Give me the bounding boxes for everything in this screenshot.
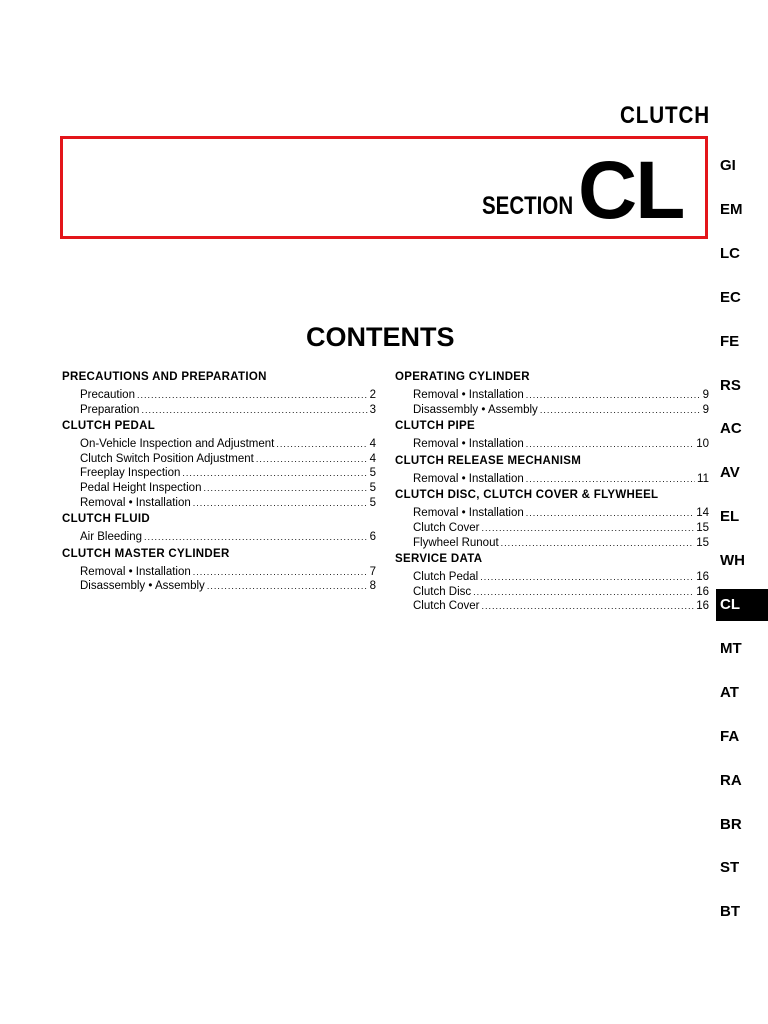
toc-entry-page: 15 (696, 521, 709, 534)
toc-entry[interactable] (62, 496, 376, 511)
toc-entry-label: Removal • Installation (413, 438, 524, 451)
toc-leader-dots (473, 585, 694, 600)
section-tab-mt[interactable]: MT (720, 639, 742, 657)
toc-entry-label: Clutch Disc (413, 585, 472, 598)
toc-entry[interactable] (395, 403, 709, 418)
toc-heading: CLUTCH RELEASE MECHANISM (395, 454, 582, 467)
toc-entry-page: 15 (696, 536, 709, 549)
toc-entry-page: 5 (369, 481, 376, 494)
toc-entry-page: 3 (369, 403, 376, 416)
toc-entry[interactable] (395, 536, 709, 551)
toc-entry-label: Clutch Pedal (413, 571, 479, 584)
toc-leader-dots (256, 452, 368, 467)
toc-entry-page: 9 (702, 389, 709, 401)
toc-entry-label: Flywheel Runout (413, 536, 499, 549)
toc-entry-label: Clutch Cover (413, 521, 480, 534)
page-title: CLUTCH (619, 102, 710, 129)
section-tab-at[interactable]: AT (720, 683, 739, 701)
section-tab-gi[interactable]: GI (720, 157, 736, 174)
toc-entry-label: Pedal Height Inspection (80, 481, 202, 494)
section-tab-ac[interactable]: AC (720, 420, 742, 438)
section-tab-el[interactable]: EL (720, 508, 740, 526)
toc-entry[interactable] (62, 466, 376, 481)
toc-entry[interactable] (395, 388, 709, 403)
section-tab-lc[interactable]: LC (720, 244, 740, 262)
toc-entry-page: 4 (369, 452, 376, 465)
section-code: CL (578, 145, 684, 236)
section-tab-bt[interactable]: BT (720, 903, 740, 921)
toc-leader-dots (481, 599, 694, 614)
toc-heading: SERVICE DATA (395, 553, 483, 566)
toc-entry-page: 5 (369, 496, 376, 509)
toc-entry-page: 16 (696, 571, 709, 584)
toc-heading: CLUTCH MASTER CYLINDER (62, 547, 230, 560)
toc-entry[interactable] (62, 452, 376, 467)
toc-leader-dots (207, 579, 368, 594)
toc-entry-label: Disassembly • Assembly (80, 580, 205, 593)
toc-leader-dots (203, 481, 367, 496)
toc-heading: OPERATING CYLINDER (395, 371, 530, 383)
toc-entry[interactable] (62, 403, 376, 418)
section-tab-cl[interactable]: CL (716, 589, 768, 621)
toc-entry[interactable] (395, 521, 709, 536)
section-tab-wh[interactable]: WH (720, 552, 745, 570)
toc-entry-label: Removal • Installation (80, 496, 191, 509)
toc-leader-dots (137, 388, 368, 403)
toc-entry-page: 16 (696, 600, 709, 613)
toc-entry-page: 14 (696, 507, 709, 520)
toc-leader-dots (276, 437, 367, 452)
toc-entry[interactable] (62, 565, 376, 580)
toc-leader-dots (480, 570, 694, 585)
toc-entry-label: On-Vehicle Inspection and Adjustment (80, 438, 275, 451)
toc-heading: CLUTCH DISC, CLUTCH COVER & FLYWHEEL (395, 489, 659, 502)
toc-leader-dots (526, 506, 694, 521)
toc-leader-dots (193, 565, 368, 580)
section-word: SECTION (482, 192, 574, 220)
toc-entry[interactable] (395, 472, 709, 487)
toc-entry-page: 6 (369, 531, 376, 544)
toc-entry-label: Freeplay Inspection (80, 467, 181, 480)
toc-entry[interactable] (62, 579, 376, 594)
toc-entry-page: 11 (697, 472, 709, 485)
toc-entry-label: Removal • Installation (413, 389, 524, 401)
section-tab-av[interactable]: AV (720, 464, 740, 482)
section-tab-fe[interactable]: FE (720, 332, 740, 350)
toc-entry-page: 16 (696, 585, 709, 598)
toc-heading: PRECAUTIONS AND PREPARATION (62, 371, 267, 383)
section-tab-rs[interactable]: RS (720, 376, 741, 394)
toc-entry-page: 9 (702, 403, 709, 416)
section-tab-br[interactable]: BR (720, 815, 742, 833)
section-tab-fa[interactable]: FA (720, 727, 740, 745)
toc-entry-label: Preparation (80, 403, 140, 416)
toc-entry-page: 10 (696, 438, 709, 451)
toc-entry-label: Precaution (80, 389, 135, 401)
toc-entry-label: Removal • Installation (413, 507, 524, 520)
toc-entry-page: 4 (369, 438, 376, 451)
section-tab-ra[interactable]: RA (720, 771, 742, 789)
toc-leader-dots (540, 403, 701, 418)
toc-left-column (62, 370, 376, 594)
toc-leader-dots (526, 437, 694, 452)
toc-heading: CLUTCH PEDAL (62, 420, 156, 433)
toc-entry[interactable] (395, 585, 709, 600)
toc-entry-label: Removal • Installation (413, 472, 524, 485)
toc-entry-label: Air Bleeding (80, 531, 143, 544)
toc-leader-dots (144, 530, 368, 545)
section-tab-em[interactable]: EM (720, 200, 743, 218)
toc-entry-page: 8 (369, 580, 376, 593)
toc-entry-label: Disassembly • Assembly (413, 403, 538, 416)
toc-leader-dots (481, 521, 694, 536)
toc-entry[interactable] (395, 506, 709, 521)
toc-heading: CLUTCH PIPE (395, 420, 475, 433)
toc-entry[interactable] (62, 437, 376, 452)
toc-entry[interactable] (62, 530, 376, 545)
toc-leader-dots (182, 466, 367, 481)
toc-heading: CLUTCH FLUID (62, 513, 150, 526)
toc-leader-dots (501, 536, 695, 551)
toc-entry-page: 7 (369, 565, 376, 578)
contents-title: CONTENTS (306, 322, 455, 352)
toc-entry[interactable] (62, 388, 376, 403)
toc-entry-page: 5 (369, 467, 376, 480)
toc-entry[interactable] (62, 481, 376, 496)
section-tab-st[interactable]: ST (720, 859, 740, 877)
toc-leader-dots (193, 496, 368, 511)
toc-entry[interactable] (395, 437, 709, 452)
toc-leader-dots (526, 472, 695, 487)
toc-leader-dots (526, 388, 701, 403)
toc-entry[interactable] (395, 599, 709, 614)
toc-entry[interactable] (395, 570, 709, 585)
toc-entry-label: Clutch Switch Position Adjustment (80, 452, 254, 465)
toc-entry-page: 2 (369, 389, 376, 401)
toc-entry-label: Clutch Cover (413, 600, 480, 613)
toc-entry-label: Removal • Installation (80, 565, 191, 578)
toc-leader-dots (141, 403, 367, 418)
toc-right-column (395, 370, 709, 614)
section-tab-ec[interactable]: EC (720, 288, 741, 306)
